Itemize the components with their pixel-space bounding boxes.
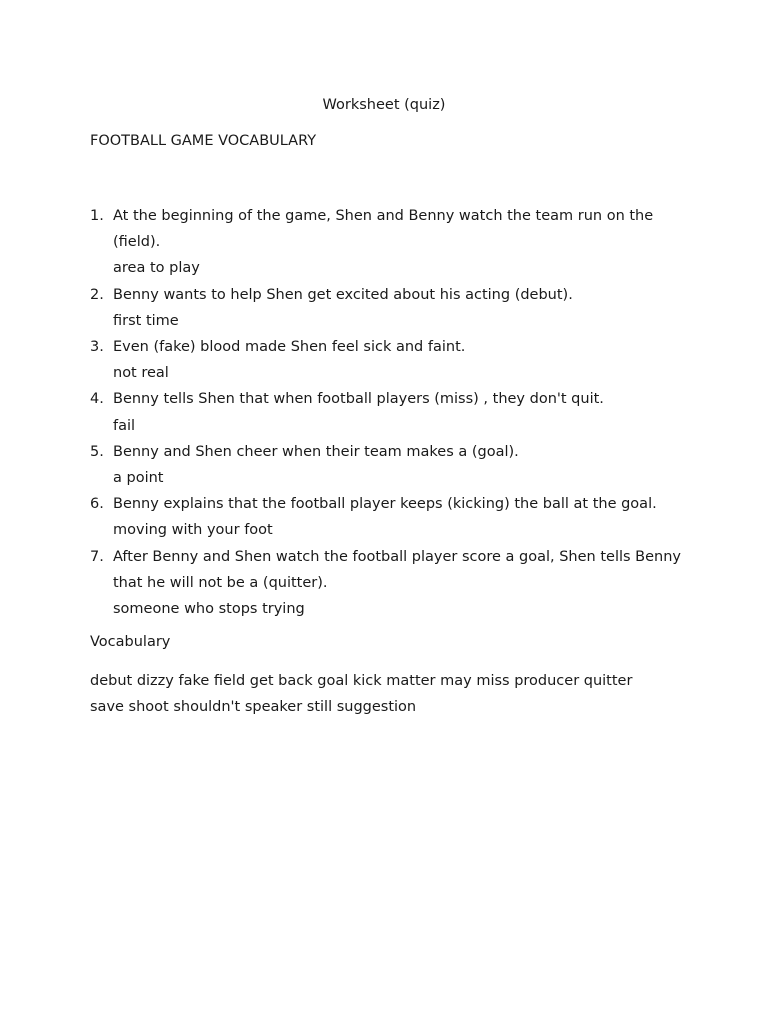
question-text: Even (fake) blood made Shen feel sick and faint.	[113, 339, 466, 356]
worksheet-title: Worksheet (quiz)	[322, 97, 446, 113]
question-number: 4.	[90, 391, 104, 408]
question-answer: moving with your foot	[113, 522, 273, 539]
question-text: Benny wants to help Shen get excited about his acting (debut).	[113, 286, 573, 303]
worksheet-page	[90, 95, 690, 721]
question-list	[90, 203, 690, 622]
question-answer: a point	[113, 470, 164, 487]
question-text: After Benny and Shen watch the football player score a goal, Shen tells Benny that he will not be a (quitter).	[113, 548, 681, 591]
question-number: 2.	[90, 286, 104, 303]
question-item	[90, 334, 690, 386]
vocabulary-heading: Vocabulary	[90, 634, 171, 651]
question-item	[90, 282, 690, 334]
question-item	[90, 439, 690, 491]
vocabulary-word-list: debut dizzy fake field get back goal kick matter may miss producer quitter save shoot shouldn't speaker still suggestion	[90, 673, 633, 716]
question-text: At the beginning of the game, Shen and Benny watch the team run on the (field).	[113, 208, 654, 251]
question-number: 6.	[90, 496, 104, 513]
question-answer: first time	[113, 312, 179, 329]
question-text: Benny tells Shen that when football players (miss) , they don't quit.	[113, 391, 604, 408]
question-answer: fail	[113, 417, 136, 434]
question-number: 3.	[90, 339, 104, 356]
question-item	[90, 491, 690, 543]
question-item	[90, 544, 690, 623]
question-number: 1.	[90, 208, 104, 224]
question-answer: area to play	[113, 260, 200, 277]
worksheet-subtitle: FOOTBALL GAME VOCABULARY	[90, 133, 317, 149]
question-number: 7.	[90, 548, 104, 565]
question-text: Benny explains that the football player keeps (kicking) the ball at the goal.	[113, 496, 657, 513]
question-item	[90, 386, 690, 438]
question-answer: not real	[113, 365, 169, 382]
question-text: Benny and Shen cheer when their team makes a (goal).	[113, 443, 519, 460]
question-item	[90, 203, 690, 282]
question-number: 5.	[90, 443, 104, 460]
question-answer: someone who stops trying	[113, 601, 305, 618]
